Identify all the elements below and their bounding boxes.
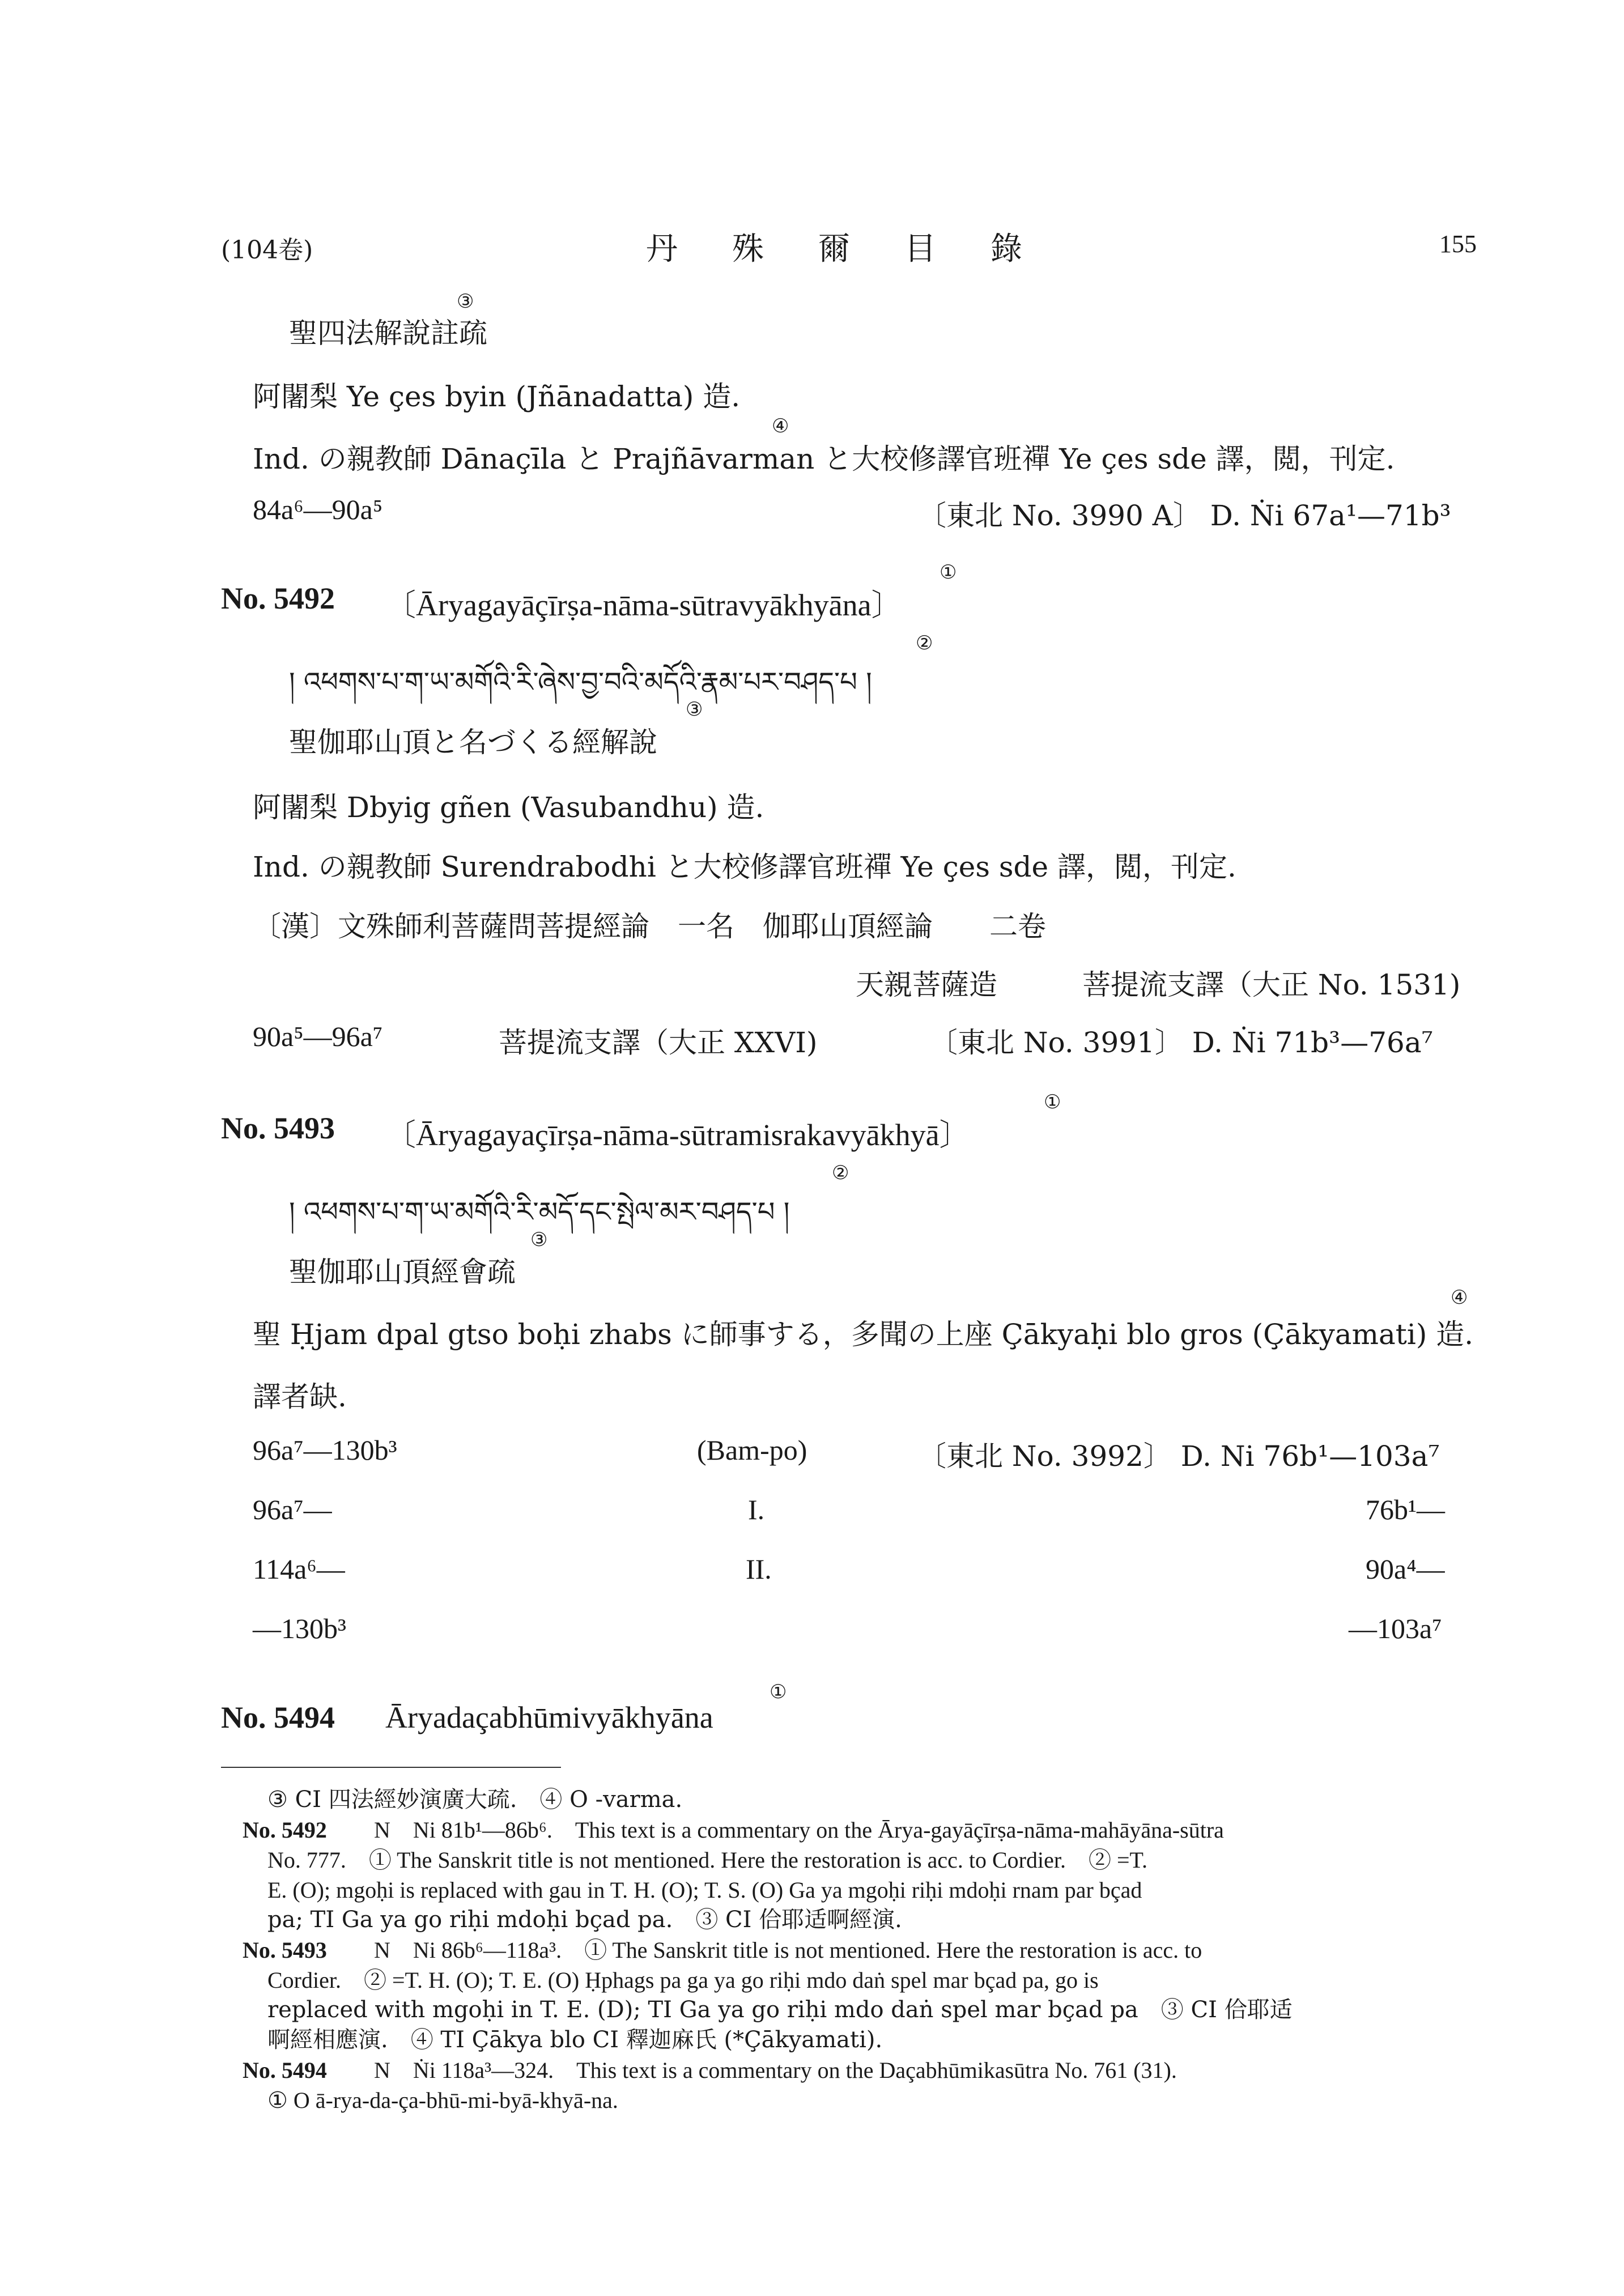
footnote-mark-1: ① — [1044, 1091, 1061, 1113]
range-5493: 96a⁷—130b³ — [253, 1434, 397, 1466]
footnote-line: Cordier. ② =T. H. (O); T. E. (O) Ḥphags pa ga ya go riḥi mdo daṅ spel mar bçad pa, go is — [267, 1967, 1099, 1993]
translators-5492: Ind. の親教師 Surendrabodhi と大校修譯官班禪 Ye çes sde 譯，閲，刊定. — [253, 851, 1236, 883]
reference-5493: 〔東北 No. 3992〕 D. Ni 76b¹—103a⁷ — [918, 1440, 1440, 1473]
running-title: 丹 殊 爾 目 錄 — [646, 231, 1034, 267]
translators-5493: 譯者缺. — [253, 1380, 347, 1413]
footnote-mark-3: ③ — [530, 1228, 548, 1251]
volume-label: (104卷) — [221, 236, 313, 265]
bampo-label: (Bam-po) — [697, 1434, 807, 1466]
bampo-row-start: 96a⁷— — [253, 1494, 332, 1525]
footnote-line: replaced with mgoḥi in T. E. (D); TI Ga ya go riḥi mdo daṅ spel mar bçad pa ③ CI 佮耶适 — [267, 1997, 1293, 2023]
top-reference: 〔東北 No. 3990 A〕 D. Ṅi 67a¹—71b³ — [918, 499, 1451, 532]
top-translators: Ind. の親教師 Dānaçīla と Prajñāvarman と大校修譯官班禪 Ye çes sde 譯，閲，刊定. — [253, 443, 1395, 475]
chinese-author-5492: 天親菩薩造 菩提流支譯（大正 No. 1531) — [856, 968, 1461, 1001]
jp-title-5493: 聖伽耶山頂經會疏 — [289, 1256, 516, 1289]
bampo-row-number: I. — [748, 1494, 765, 1525]
tibetan-title-5493: ། འཕགས་པ་ག་ཡ་མགོའི་རི་མདོ་དང་སྤེལ་མར་བཤད་པ ། — [289, 1196, 790, 1228]
footnote-line: E. (O); mgoḥi is replaced with gau in T. H. (O); T. S. (O) Ga ya mgoḥi riḥi mdoḥi rnam par bçad — [267, 1877, 1142, 1903]
footnote-line: N Ṅi 118a³—324. This text is a commentary on the Daçabhūmikasūtra No. 761 (31). — [374, 2057, 1177, 2083]
author-5492: 阿闍梨 Dbyig gñen (Vasubandhu) 造. — [253, 791, 764, 824]
entry-number-5494: No. 5494 — [221, 1700, 335, 1734]
chinese-volume-5492: 菩提流支譯（大正 XXVI) — [499, 1026, 818, 1059]
entry-title-5493: 〔Āryagayaçīrṣa-nāma-sūtramisrakavyākhyā〕 — [385, 1118, 970, 1152]
footnote-line: N Ni 86b⁶—118a³. ① The Sanskrit title is not mentioned. Here the restoration is acc. to — [374, 1937, 1202, 1963]
author-5493: 聖 Ḥjam dpal gtso boḥi zhabs に師事する，多聞の上座 Çākyaḥi blo gros (Çākyamati) 造. — [253, 1318, 1474, 1351]
top-author: 阿闍梨 Ye çes byin (Jñānadatta) 造. — [253, 380, 741, 413]
entry-title-5494: Āryadaçabhūmivyākhyāna — [385, 1700, 713, 1734]
top-jp-title: 聖四法解說註疏 — [289, 317, 487, 350]
entry-title-5492: 〔Āryagayāçīrṣa-nāma-sūtravyākhyāna〕 — [385, 588, 902, 622]
chinese-parallel-5492: 〔漢〕文殊師利菩薩問菩提經論 一名 伽耶山頂經論 二卷 — [253, 910, 1046, 943]
footnote-line: N Ni 81b¹—86b⁶. This text is a commentary on the Ārya-gayāçīrṣa-nāma-mahāyāna-sūtra — [374, 1817, 1224, 1843]
entry-number-5492: No. 5492 — [221, 581, 335, 615]
footnote-mark-1: ① — [770, 1681, 787, 1703]
top-location: 84a⁶—90a⁵ — [253, 494, 383, 525]
bampo-row-start: 114a⁶— — [253, 1553, 345, 1585]
footnote-label-5492: No. 5492 — [243, 1817, 327, 1843]
footnote-mark-1: ① — [939, 561, 957, 584]
footnote-divider — [221, 1767, 561, 1768]
bampo-row-derge: 76b¹— — [1366, 1494, 1445, 1525]
bampo-row-start: —130b³ — [253, 1613, 346, 1644]
footnote-line: 啊經相應演. ④ TI Çākya blo CI 釋迦麻氏 (*Çākyamati). — [267, 2027, 883, 2053]
bampo-row-number: II. — [746, 1553, 772, 1585]
location-5492: 90a⁵—96a⁷ — [253, 1021, 383, 1052]
footnote-mark-4: ④ — [772, 415, 789, 437]
footnote-mark-3: ③ — [457, 290, 474, 313]
footnote-mark-2: ② — [832, 1162, 849, 1184]
footnote-mark-3: ③ — [686, 698, 703, 721]
footnote-label-5494: No. 5494 — [243, 2057, 327, 2083]
footnote-line: pa; TI Ga ya go riḥi mdoḥi bçad pa. ③ CI 佮耶适啊經演. — [267, 1907, 902, 1933]
footnote-line: No. 777. ① The Sanskrit title is not mentioned. Here the restoration is acc. to Cordier. ② =T. — [267, 1847, 1148, 1873]
footnote-label-5493: No. 5493 — [243, 1937, 327, 1963]
footnote-mark-4: ④ — [1451, 1286, 1468, 1309]
bampo-row-derge: 90a⁴— — [1366, 1553, 1445, 1585]
footnote-mark-2: ② — [916, 632, 933, 654]
footnote-line: ③ CI 四法經妙演廣大疏. ④ O -varma. — [267, 1787, 683, 1813]
tibetan-title-5492: ། འཕགས་པ་ག་ཡ་མགོའི་རི་ཞེས་བྱ་བའི་མདོའི་རྣམ་པར་བཤད་པ ། — [289, 666, 872, 698]
reference-5492: 〔東北 No. 3991〕 D. Ṅi 71b³—76a⁷ — [929, 1026, 1433, 1059]
bampo-row-derge: —103a⁷ — [1349, 1613, 1442, 1644]
entry-number-5493: No. 5493 — [221, 1111, 335, 1145]
footnote-line: ① O ā-rya-da-ça-bhū-mi-byā-khyā-na. — [267, 2087, 618, 2113]
page-number: 155 — [1439, 230, 1477, 258]
jp-title-5492: 聖伽耶山頂と名づくる經解說 — [289, 726, 657, 759]
